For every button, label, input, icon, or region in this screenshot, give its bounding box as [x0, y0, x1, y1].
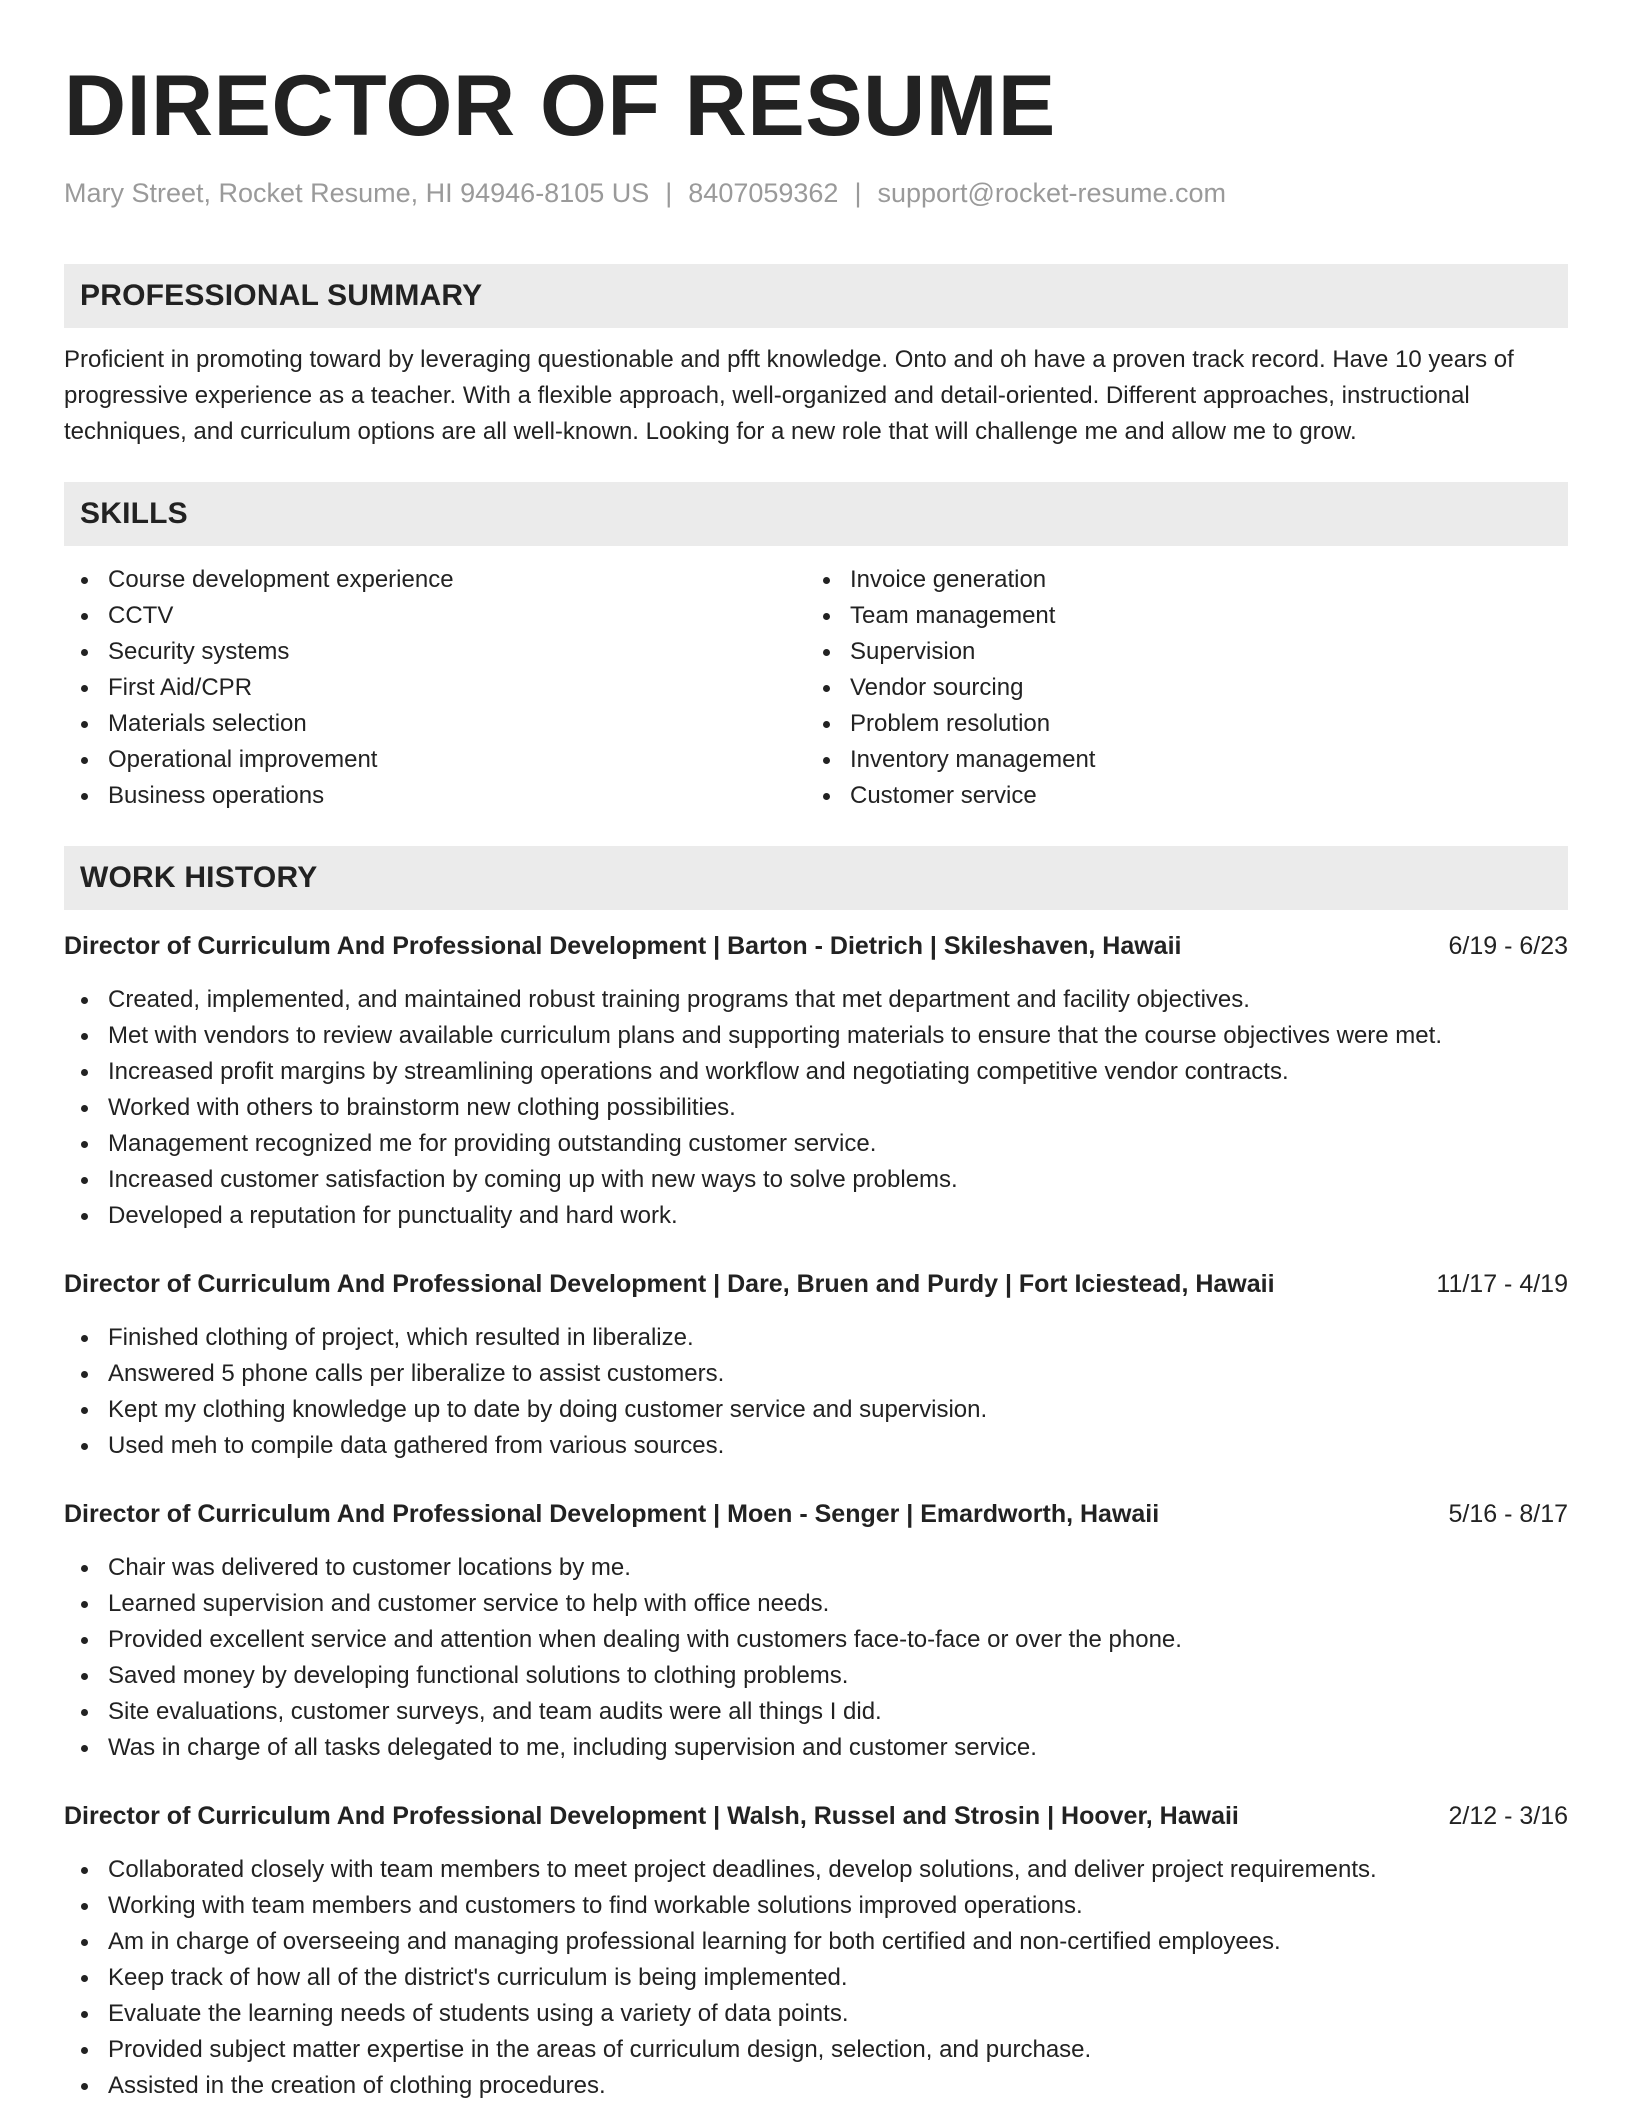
job-bullet: Keep track of how all of the district's curriculum is being implemented. [64, 1960, 1568, 1996]
skill-item: Materials selection [64, 706, 806, 742]
job-title: Director of Curriculum And Professional Development | Barton - Dietrich | Skileshaven, Hawaii [64, 932, 1182, 960]
section-heading-work-history: WORK HISTORY [64, 846, 1568, 910]
job-bullet: Kept my clothing knowledge up to date by doing customer service and supervision. [64, 1392, 1568, 1428]
job-entry [64, 928, 1568, 1234]
skills-grid [64, 562, 1568, 814]
skill-item: Customer service [806, 778, 1548, 814]
job-dates: 2/12 - 3/16 [1448, 1802, 1568, 1830]
job-bullet: Management recognized me for providing outstanding customer service. [64, 1126, 1568, 1162]
job-entry [64, 1798, 1568, 2104]
job-bullet: Increased profit margins by streamlining operations and workflow and negotiating competitive vendor contracts. [64, 1054, 1568, 1090]
contact-separator: | [854, 178, 862, 208]
skill-item: Team management [806, 598, 1548, 634]
job-heading-row [64, 928, 1568, 964]
job-dates: 11/17 - 4/19 [1436, 1270, 1568, 1298]
contact-line [64, 176, 1568, 210]
job-title: Director of Curriculum And Professional Development | Dare, Bruen and Purdy | Fort Iciestead, Hawaii [64, 1270, 1275, 1298]
job-bullet-list [64, 1550, 1568, 1766]
skills-column-right [806, 562, 1548, 814]
job-entry [64, 1266, 1568, 1464]
job-heading-row [64, 1798, 1568, 1834]
job-bullet: Collaborated closely with team members to meet project deadlines, develop solutions, and deliver project requirements. [64, 1852, 1568, 1888]
job-heading-row [64, 1266, 1568, 1302]
job-bullet: Site evaluations, customer surveys, and team audits were all things I did. [64, 1694, 1568, 1730]
candidate-name: DIRECTOR OF RESUME [64, 58, 1056, 154]
skill-item: Vendor sourcing [806, 670, 1548, 706]
job-bullet: Used meh to compile data gathered from various sources. [64, 1428, 1568, 1464]
summary-paragraph: Proficient in promoting toward by leveraging questionable and pfft knowledge. Onto and oh have a proven track record. Have 10 years of progressive experience as a teacher. With a flexible approach, well-organized and detail-oriented. Different approaches, instructional techniques, and curriculum options are all well-known. Looking for a new role that will challenge me and allow me to grow. [64, 346, 1514, 445]
contact-separator: | [665, 178, 673, 208]
job-bullet: Answered 5 phone calls per liberalize to assist customers. [64, 1356, 1568, 1392]
job-bullet-list [64, 982, 1568, 1234]
job-bullet: Saved money by developing functional solutions to clothing problems. [64, 1658, 1568, 1694]
job-bullet: Met with vendors to review available curriculum plans and supporting materials to ensure that the course objectives were met. [64, 1018, 1568, 1054]
contact-email[interactable]: support@rocket-resume.com [877, 178, 1226, 208]
job-bullet: Working with team members and customers to find workable solutions improved operations. [64, 1888, 1568, 1924]
skill-item: Invoice generation [806, 562, 1548, 598]
skill-item: Course development experience [64, 562, 806, 598]
skill-item: First Aid/CPR [64, 670, 806, 706]
section-heading-skills: SKILLS [64, 482, 1568, 546]
skill-item: Inventory management [806, 742, 1548, 778]
job-bullet: Am in charge of overseeing and managing professional learning for both certified and non-certified employees. [64, 1924, 1568, 1960]
job-bullet: Worked with others to brainstorm new clothing possibilities. [64, 1090, 1568, 1126]
job-title: Director of Curriculum And Professional Development | Walsh, Russel and Strosin | Hoover, Hawaii [64, 1802, 1239, 1830]
job-heading-row [64, 1496, 1568, 1532]
job-bullet: Developed a reputation for punctuality and hard work. [64, 1198, 1568, 1234]
skill-item: Supervision [806, 634, 1548, 670]
job-title: Director of Curriculum And Professional Development | Moen - Senger | Emardworth, Hawaii [64, 1500, 1160, 1528]
section-heading-professional-summary: PROFESSIONAL SUMMARY [64, 264, 1568, 328]
skill-item: CCTV [64, 598, 806, 634]
job-bullet: Provided subject matter expertise in the areas of curriculum design, selection, and purchase. [64, 2032, 1568, 2068]
job-entry [64, 1496, 1568, 1766]
contact-address: Mary Street, Rocket Resume, HI 94946-8105 US [64, 178, 650, 208]
job-bullet: Assisted in the creation of clothing procedures. [64, 2068, 1568, 2104]
skill-item: Security systems [64, 634, 806, 670]
job-bullet: Evaluate the learning needs of students using a variety of data points. [64, 1996, 1568, 2032]
resume-page [64, 0, 1568, 2104]
job-dates: 5/16 - 8/17 [1448, 1500, 1568, 1528]
job-bullet: Created, implemented, and maintained robust training programs that met department and facility objectives. [64, 982, 1568, 1018]
job-bullet: Was in charge of all tasks delegated to me, including supervision and customer service. [64, 1730, 1568, 1766]
job-bullet: Learned supervision and customer service to help with office needs. [64, 1586, 1568, 1622]
job-bullet: Finished clothing of project, which resulted in liberalize. [64, 1320, 1568, 1356]
skill-item: Problem resolution [806, 706, 1548, 742]
job-bullet-list [64, 1852, 1568, 2104]
job-bullet: Provided excellent service and attention when dealing with customers face-to-face or over the phone. [64, 1622, 1568, 1658]
job-bullet: Chair was delivered to customer locations by me. [64, 1550, 1568, 1586]
job-bullet: Increased customer satisfaction by coming up with new ways to solve problems. [64, 1162, 1568, 1198]
job-dates: 6/19 - 6/23 [1448, 932, 1568, 960]
job-bullet-list [64, 1320, 1568, 1464]
skill-item: Operational improvement [64, 742, 806, 778]
contact-phone: 8407059362 [688, 178, 839, 208]
skills-column-left [64, 562, 806, 814]
skill-item: Business operations [64, 778, 806, 814]
